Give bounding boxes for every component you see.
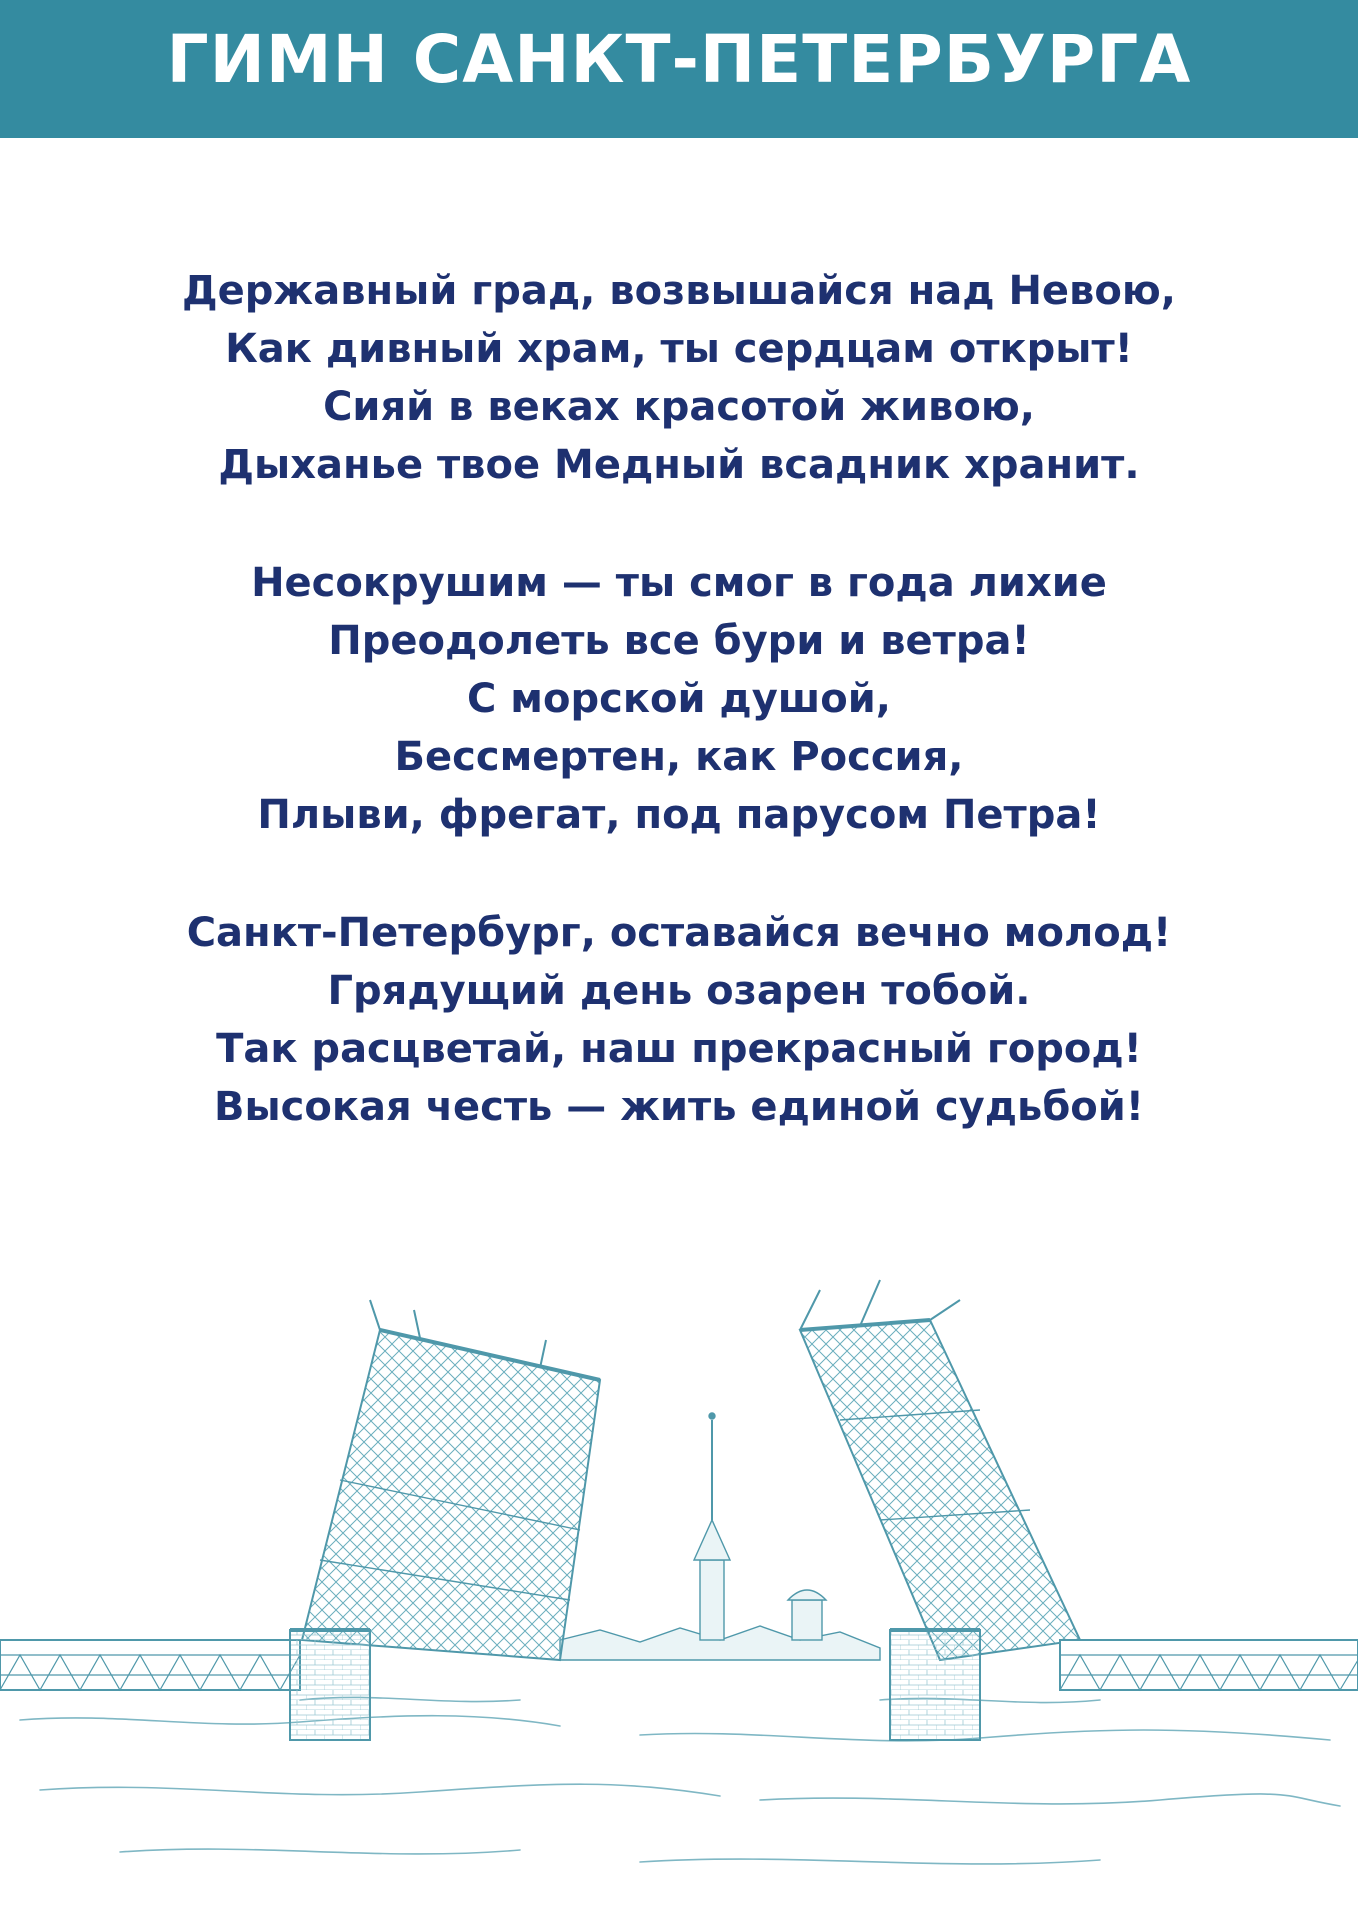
- lyric-line: С морской душой,: [467, 676, 891, 722]
- lyric-line: Сияй в веках красотой живою,: [323, 384, 1035, 430]
- lyric-line: Высокая честь — жить единой судьбой!: [213, 1084, 1145, 1130]
- title-banner: [0, 0, 1358, 138]
- lyric-line: Плыви, фрегат, под парусом Петра!: [257, 792, 1101, 838]
- lyric-line: Бессмертен, как Россия,: [394, 734, 964, 780]
- stanza-3: [0, 904, 1358, 1136]
- lyric-line: Так расцветай, наш прекрасный город!: [216, 1026, 1142, 1072]
- lyric-line: Несокрушим — ты смог в года лихие: [251, 560, 1107, 606]
- page-title: ГИМН САНКТ-ПЕТЕРБУРГА: [166, 20, 1192, 98]
- lyric-line: Преодолеть все бури и ветра!: [328, 618, 1030, 664]
- anthem-lyrics: [0, 262, 1358, 1196]
- stanza-2: [0, 554, 1358, 844]
- left-bridge-leaf: [302, 1300, 600, 1660]
- lyric-line: Санкт-Петербург, оставайся вечно молод!: [186, 910, 1172, 956]
- stanza-1: [0, 262, 1358, 494]
- fortress-skyline: [560, 1413, 880, 1660]
- lyric-line: Державный град, возвышайся над Невою,: [182, 268, 1176, 314]
- right-bridge-leaf: [800, 1280, 1080, 1660]
- lyric-line: Грядущий день озарен тобой.: [327, 968, 1031, 1014]
- river-water: [20, 1697, 1340, 1864]
- lyric-line: Как дивный храм, ты сердцам открыт!: [225, 326, 1133, 372]
- drawbridge-illustration: [0, 1250, 1358, 1920]
- lyric-line: Дыханье твое Медный всадник хранит.: [218, 442, 1140, 488]
